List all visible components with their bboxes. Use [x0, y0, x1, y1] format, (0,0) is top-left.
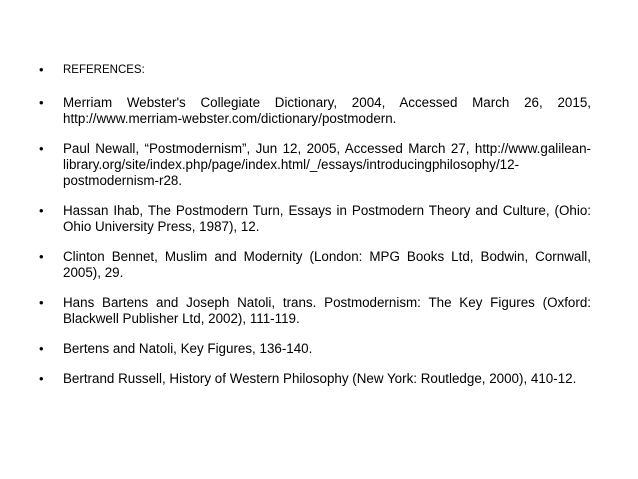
reference-item: [39, 341, 591, 357]
reference-list: [39, 62, 591, 401]
bullet-icon: •: [39, 371, 44, 386]
reference-item: [39, 203, 591, 235]
reference-item: [39, 95, 591, 127]
bullet-icon: •: [39, 203, 44, 218]
reference-text: Paul Newall, “Postmodernism”, Jun 12, 2005, Accessed March 27, http://www.galilean-library.org/site/index.php/page/index.html/_/essays/introducingphilosophy/12-postmodernism-r28.: [63, 141, 591, 188]
reference-text: Merriam Webster's Collegiate Dictionary, 2004, Accessed March 26, 2015, http://www.merriam-webster.com/dictionary/postmodern.: [63, 95, 591, 126]
reference-text: Hassan Ihab, The Postmodern Turn, Essays in Postmodern Theory and Culture, (Ohio: Ohio University Press, 1987), 12.: [63, 203, 591, 234]
reference-text: Clinton Bennet, Muslim and Modernity (London: MPG Books Ltd, Bodwin, Cornwall, 2005), 29.: [63, 249, 591, 280]
bullet-icon: •: [39, 341, 44, 356]
bullet-icon: •: [39, 249, 44, 264]
bullet-icon: •: [39, 62, 44, 77]
bullet-icon: •: [39, 295, 44, 310]
reference-item: [39, 295, 591, 327]
reference-item: [39, 141, 591, 189]
bullet-icon: •: [39, 141, 44, 156]
reference-text: Bertrand Russell, History of Western Philosophy (New York: Routledge, 2000), 410-12.: [63, 371, 577, 386]
heading-text: REFERENCES:: [63, 64, 145, 76]
bullet-icon: •: [39, 95, 44, 110]
reference-item: [39, 371, 591, 387]
reference-text: Bertens and Natoli, Key Figures, 136-140.: [63, 341, 313, 356]
reference-text: Hans Bartens and Joseph Natoli, trans. Postmodernism: The Key Figures (Oxford: Blackwell Publisher Ltd, 2002), 111-119.: [63, 295, 591, 326]
references-heading: [39, 62, 591, 78]
reference-item: [39, 249, 591, 281]
